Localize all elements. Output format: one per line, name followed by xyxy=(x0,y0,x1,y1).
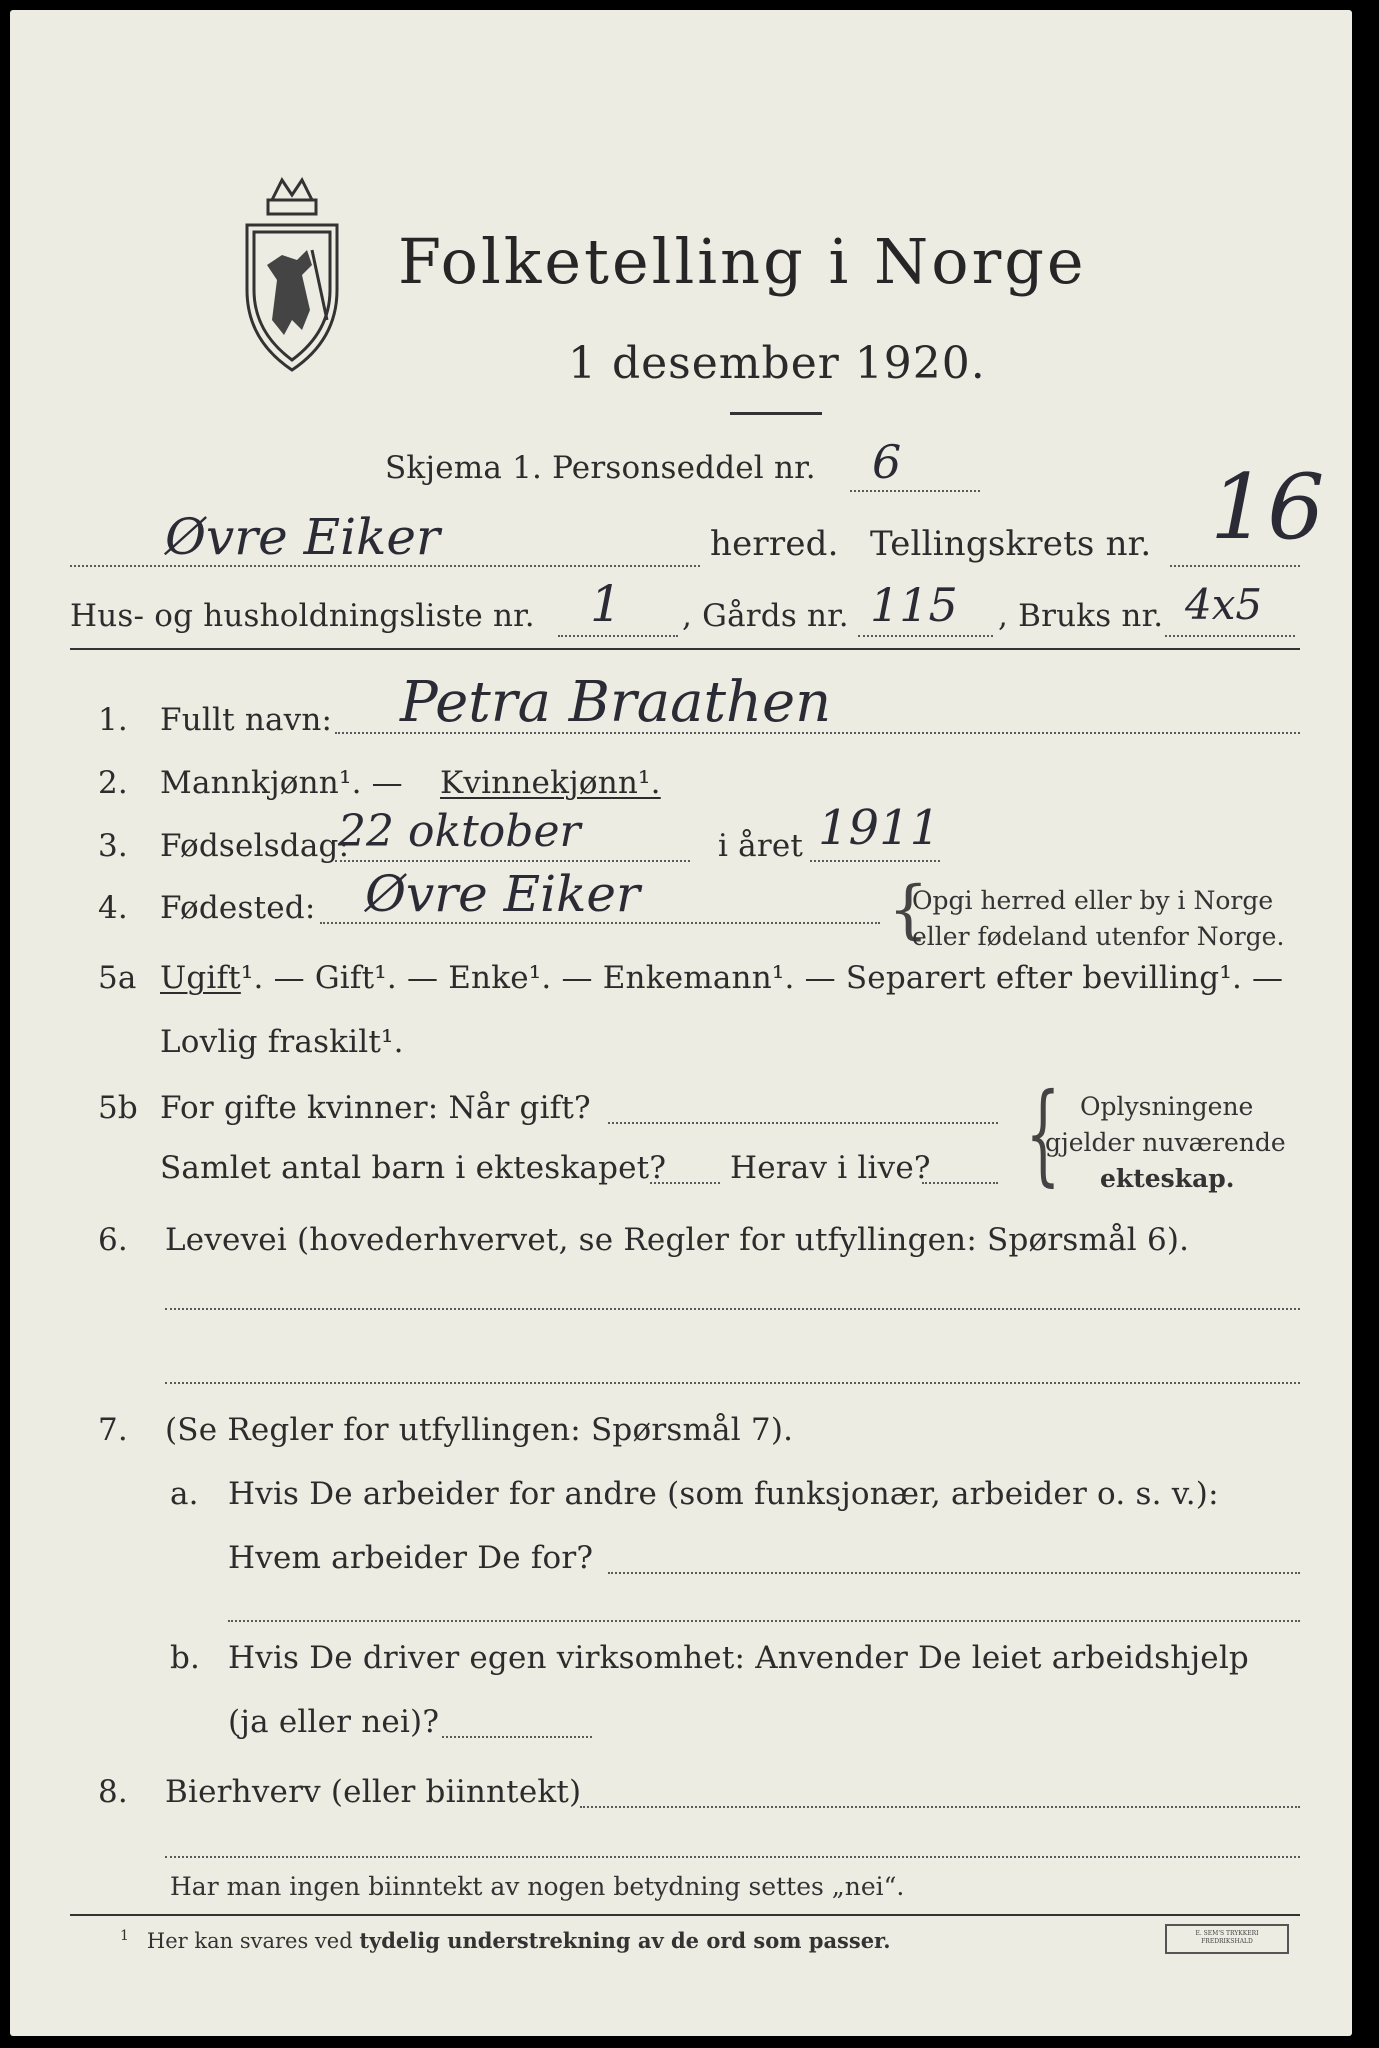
gards-number: 115 xyxy=(870,578,958,632)
bruks-label: , Bruks nr. xyxy=(998,598,1164,634)
q5b-line1: For gifte kvinner: Når gift? xyxy=(160,1090,591,1126)
herred-label: herred. xyxy=(710,524,839,564)
herred-line xyxy=(70,565,700,567)
side-income-line-2 xyxy=(165,1856,1300,1858)
form-title: Folketelling i Norge xyxy=(398,225,1087,298)
header-separator xyxy=(70,648,1300,650)
q6-line1 xyxy=(165,1308,1300,1310)
bruks-number: 4x5 xyxy=(1185,580,1263,629)
q5a-line1 xyxy=(160,960,1283,996)
husholdningsliste-number: 1 xyxy=(590,575,622,633)
bruks-line xyxy=(1165,635,1295,637)
q4-note-line1: Opgi herred eller by i Norge xyxy=(912,886,1274,915)
q3-year-label: i året xyxy=(718,828,804,864)
q2-mann: Mannkjønn¹. — xyxy=(160,765,403,801)
schema-label: Skjema 1. Personseddel nr. xyxy=(385,450,816,486)
q7b-line2: (ja eller nei)? xyxy=(228,1704,440,1740)
husholdningsliste-line xyxy=(558,635,678,637)
bottom-note: Har man ingen biinntekt av nogen betydning settes „nei“. xyxy=(170,1872,905,1901)
birth-year-line xyxy=(810,860,940,862)
norway-coat-of-arms-icon xyxy=(232,170,352,384)
q8-number: 8. xyxy=(98,1774,128,1810)
footnote-mark: 1 xyxy=(120,1928,129,1944)
q5b-note-line1: Oplysningene xyxy=(1080,1092,1254,1121)
q5a-line2: Lovlig fraskilt¹. xyxy=(160,1024,404,1060)
q5b-children-label: Samlet antal barn i ekteskapet? xyxy=(160,1150,667,1186)
birthplace-value: Øvre Eiker xyxy=(365,865,640,923)
q4-brace: { xyxy=(888,873,929,947)
husholdningsliste-label: Hus- og husholdningsliste nr. xyxy=(70,598,535,634)
footnote-separator xyxy=(70,1914,1300,1916)
q6-line2 xyxy=(165,1382,1300,1384)
tellingskrets-number: 16 xyxy=(1210,455,1325,560)
census-form-page xyxy=(10,10,1352,2036)
q2-number: 2. xyxy=(98,765,128,801)
personseddel-number: 6 xyxy=(872,435,902,489)
q4-label: Fødested: xyxy=(160,890,316,926)
q5a-options: ¹. — Gift¹. — Enke¹. — Enkemann¹. — Separert efter bevilling¹. — xyxy=(240,960,1284,996)
employer-line xyxy=(608,1572,1300,1574)
q1-number: 1. xyxy=(98,702,128,738)
birthplace-line xyxy=(320,922,880,924)
personseddel-line xyxy=(850,490,980,492)
birth-year-value: 1911 xyxy=(818,800,941,856)
tellingskrets-label: Tellingskrets nr. xyxy=(870,524,1152,564)
q3-label: Fødselsdag: xyxy=(160,828,350,864)
side-income-line xyxy=(580,1806,1300,1808)
footnote-text-a: Her kan svares ved xyxy=(146,1929,360,1953)
alive-line xyxy=(922,1182,998,1184)
children-line xyxy=(650,1182,720,1184)
gards-label: , Gårds nr. xyxy=(682,598,849,634)
q5a-ugift: Ugift xyxy=(160,960,241,996)
full-name-value: Petra Braathen xyxy=(400,670,832,735)
q4-note-line2: eller fødeland utenfor Norge. xyxy=(912,922,1285,951)
census-date: 1 desember 1920. xyxy=(568,338,986,389)
q5a-number: 5a xyxy=(98,960,137,996)
full-name-line xyxy=(335,732,1300,734)
printer-stamp-text: E. SEM'S TRYKKERI FREDRIKSHALD xyxy=(1195,1930,1259,1945)
q6-number: 6. xyxy=(98,1222,128,1258)
footnote xyxy=(120,1928,891,1953)
q8-label: Bierhverv (eller biinntekt) xyxy=(165,1774,582,1810)
q5b-alive-label: Herav i live? xyxy=(730,1150,931,1186)
q7-number: 7. xyxy=(98,1412,128,1448)
tellingskrets-line xyxy=(1170,565,1300,567)
q2-kvinne: Kvinnekjønn¹. xyxy=(440,765,661,801)
printer-stamp xyxy=(1165,1924,1289,1954)
employer-line-2 xyxy=(228,1620,1300,1622)
q7a-line1: Hvis De arbeider for andre (som funksjonær, arbeider o. s. v.): xyxy=(228,1476,1219,1512)
q3-number: 3. xyxy=(98,828,128,864)
q7b-number: b. xyxy=(170,1640,201,1676)
q1-label: Fullt navn: xyxy=(160,702,333,738)
q5b-brace: { xyxy=(1025,1069,1061,1197)
footnote-text-b: tydelig understrekning av de ord som passer. xyxy=(359,1928,891,1953)
q7a-line2: Hvem arbeider De for? xyxy=(228,1540,594,1576)
gards-line xyxy=(858,635,993,637)
q5b-note-line3: ekteskap. xyxy=(1100,1164,1235,1193)
q7-label: (Se Regler for utfyllingen: Spørsmål 7). xyxy=(165,1412,794,1448)
title-divider xyxy=(730,412,822,415)
hired-help-line xyxy=(442,1736,592,1738)
q5b-number: 5b xyxy=(98,1090,138,1126)
birthday-line xyxy=(335,860,690,862)
q7a-number: a. xyxy=(170,1476,199,1512)
q6-label: Levevei (hovederhvervet, se Regler for utfyllingen: Spørsmål 6). xyxy=(165,1222,1190,1258)
q5b-note-line2: gjelder nuværende xyxy=(1045,1128,1286,1157)
married-when-line xyxy=(608,1122,998,1124)
herred-value: Øvre Eiker xyxy=(165,508,440,566)
birthday-value: 22 oktober xyxy=(338,806,581,857)
q7b-line1: Hvis De driver egen virksomhet: Anvender De leiet arbeidshjelp xyxy=(228,1640,1249,1676)
q4-number: 4. xyxy=(98,890,128,926)
